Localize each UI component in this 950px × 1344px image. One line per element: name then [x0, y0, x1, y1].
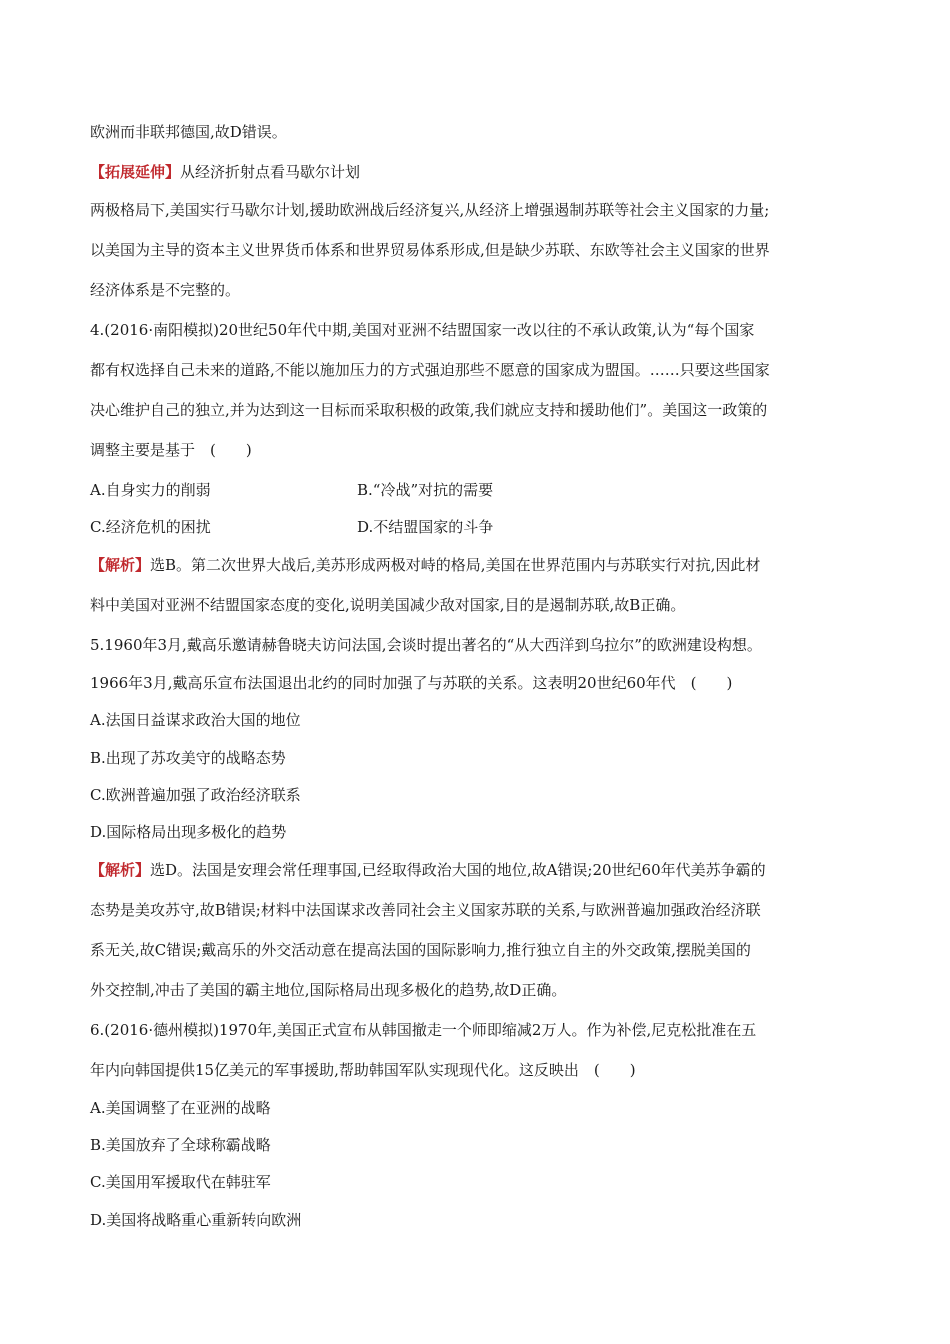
question-6-stem: 年内向韩国提供15亿美元的军事援助,帮助韩国军队实现现代化。这反映出 ( ) [90, 1061, 636, 1079]
question-5-analysis: 态势是美攻苏守,故B错误;材料中法国谋求改善同社会主义国家苏联的关系,与欧洲普遍加强政治经济联 [90, 901, 761, 919]
question-4-option-d: D.不结盟国家的斗争 [357, 518, 494, 536]
analysis-tag: 【解析】 [90, 861, 151, 879]
extension-line: 以美国为主导的资本主义世界货币体系和世界贸易体系形成,但是缺少苏联、东欧等社会主义国家的世界 [90, 241, 770, 259]
question-5-option-b: B.出现了苏攻美守的战略态势 [90, 749, 286, 767]
question-4-analysis: 料中美国对亚洲不结盟国家态度的变化,说明美国减少敌对国家,目的是遏制苏联,故B正确。 [90, 596, 686, 614]
question-6-stem: 6.(2016·德州模拟)1970年,美国正式宣布从韩国撤走一个师即缩减2万人。作为补偿,尼克松批准在五 [90, 1021, 757, 1039]
question-6-option-c: C.美国用军援取代在韩驻军 [90, 1173, 271, 1191]
question-5-stem: 1966年3月,戴高乐宣布法国退出北约的同时加强了与苏联的关系。这表明20世纪60年代 ( ) [90, 674, 733, 692]
question-5-option-c: C.欧洲普遍加强了政治经济联系 [90, 786, 301, 804]
question-5-option-a: A.法国日益谋求政治大国的地位 [90, 711, 301, 729]
question-5-analysis: 系无关,故C错误;戴高乐的外交活动意在提高法国的国际影响力,推行独立自主的外交政策,摆脱美国的 [90, 941, 751, 959]
question-5-analysis: 外交控制,冲击了美国的霸主地位,国际格局出现多极化的趋势,故D正确。 [90, 981, 567, 999]
question-6-option-a: A.美国调整了在亚洲的战略 [90, 1099, 271, 1117]
question-5-analysis: 【解析】选D。法国是安理会常任理事国,已经取得政治大国的地位,故A错误;20世纪60年代美苏争霸的 [90, 861, 766, 879]
question-4-option-c: C.经济危机的困扰 [90, 518, 211, 536]
question-4-stem: 决心维护自己的独立,并为达到这一目标而采取积极的政策,我们就应支持和援助他们”。美国这一政策的 [90, 401, 768, 419]
question-4-option-a: A.自身实力的削弱 [90, 481, 211, 499]
question-5-stem: 5.1960年3月,戴高乐邀请赫鲁晓夫访问法国,会谈时提出著名的“从大西洋到乌拉尔”的欧洲建设构想。 [90, 636, 762, 654]
question-4-stem: 4.(2016·南阳模拟)20世纪50年代中期,美国对亚洲不结盟国家一改以往的不承认政策,认为“每个国家 [90, 321, 755, 339]
question-4-analysis: 【解析】选B。第二次世界大战后,美苏形成两极对峙的格局,美国在世界范围内与苏联实行对抗,因此材 [90, 556, 761, 574]
question-4-option-b: B.“冷战”对抗的需要 [357, 481, 494, 499]
extension-line: 经济体系是不完整的。 [90, 281, 241, 299]
analysis-tag: 【解析】 [90, 556, 151, 574]
previous-answer-tail: 欧洲而非联邦德国,故D错误。 [90, 123, 287, 141]
question-4-stem: 都有权选择自己未来的道路,不能以施加压力的方式强迫那些不愿意的国家成为盟国。……只要这些国家 [90, 361, 770, 379]
extension-title: 从经济折射点看马歇尔计划 [180, 163, 361, 181]
extension-heading [90, 162, 870, 182]
question-5-option-d: D.国际格局出现多极化的趋势 [90, 823, 287, 841]
question-6-option-b: B.美国放弃了全球称霸战略 [90, 1136, 271, 1154]
question-4-stem: 调整主要是基于 ( ) [90, 441, 252, 459]
extension-line: 两极格局下,美国实行马歇尔计划,援助欧洲战后经济复兴,从经济上增强遏制苏联等社会主义国家的力量; [90, 201, 770, 219]
question-6-option-d: D.美国将战略重心重新转向欧洲 [90, 1211, 302, 1229]
extension-tag: 【拓展延伸】 [90, 163, 181, 181]
